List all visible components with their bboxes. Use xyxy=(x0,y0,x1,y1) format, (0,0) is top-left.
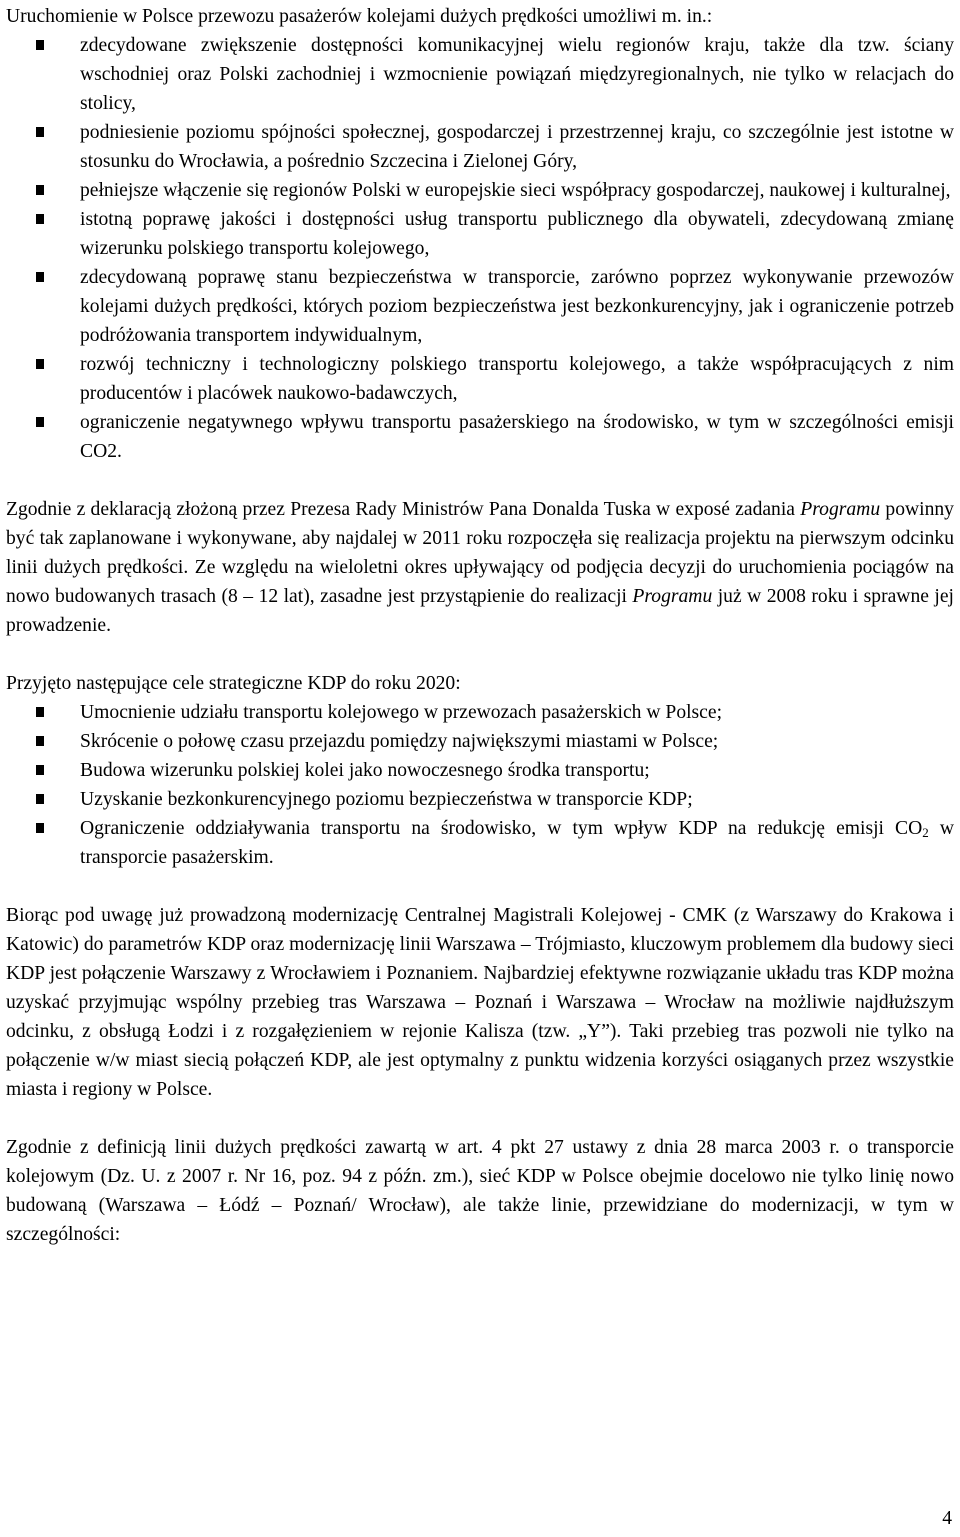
goals-list xyxy=(6,698,954,872)
square-bullet-icon xyxy=(36,823,44,833)
list-item: Uzyskanie bezkonkurencyjnego poziomu bezpieczeństwa w transporcie KDP; xyxy=(6,785,954,814)
exposé-paragraph: Zgodnie z deklaracją złożoną przez Prezesa Rady Ministrów Pana Donalda Tuska w exposé zadania Programu powinny być tak zaplanowane i wykonywane, aby najdalej w 2011 roku rozpoczęła się realizacja projektu na pierwszym odcinku linii dużych prędkości. Ze względu na wieloletni okres upływający od podjęcia decyzji do uruchomienia pociągów na nowo budowanych trasach (8 – 12 lat), zasadne jest przystąpienie do realizacji Programu już w 2008 roku i sprawne jej prowadzenie. xyxy=(6,499,954,636)
list-item: istotną poprawę jakości i dostępności usług transportu publicznego dla obywateli, zdecydowaną zmianę wizerunku polskiego transportu kolejowego, xyxy=(6,205,954,263)
list-item: zdecydowane zwiększenie dostępności komunikacyjnej wielu regionów kraju, także dla tzw. ściany wschodniej oraz Polski zachodniej i wzmocnienie powiązań międzyregionalnych, nie tylko w relacjach do stolicy, xyxy=(6,31,954,118)
square-bullet-icon xyxy=(36,417,44,427)
list-item: ograniczenie negatywnego wpływu transportu pasażerskiego na środowisko, w tym w szczególności emisji CO2. xyxy=(6,408,954,466)
square-bullet-icon xyxy=(36,185,44,195)
list-item: zdecydowaną poprawę stanu bezpieczeństwa w transporcie, zarówno poprzez wykonywanie przewozów kolejami dużych prędkości, których poziom bezpieczeństwa jest bezkonkurencyjny, jak i ograniczenie potrzeb podróżowania transportem indywidualnym, xyxy=(6,263,954,350)
intro-paragraph: Uruchomienie w Polsce przewozu pasażerów kolejami dużych prędkości umożliwi m. in.: xyxy=(6,6,713,27)
page-number: 4 xyxy=(942,1508,952,1529)
list-item: pełniejsze włączenie się regionów Polski w europejskie sieci współpracy gospodarczej, naukowej i kulturalnej, xyxy=(6,176,954,205)
square-bullet-icon xyxy=(36,214,44,224)
benefits-list xyxy=(6,31,954,466)
list-item: Budowa wizerunku polskiej kolei jako nowoczesnego środka transportu; xyxy=(6,756,954,785)
square-bullet-icon xyxy=(36,40,44,50)
square-bullet-icon xyxy=(36,765,44,775)
definition-paragraph: Zgodnie z definicją linii dużych prędkości zawartą w art. 4 pkt 27 ustawy z dnia 28 marca 2003 r. o transporcie kolejowym (Dz. U. z 2007 r. Nr 16, poz. 94 z późn. zm.), sieć KDP w Polsce obejmie docelowo nie tylko linię nowo budowaną (Warszawa – Łódź – Poznań/ Wrocław), ale także linie, przewidziane do modernizacji, w tym w szczególności: xyxy=(6,1137,954,1245)
list-item: Umocnienie udziału transportu kolejowego w przewozach pasażerskich w Polsce; xyxy=(6,698,954,727)
route-paragraph: Biorąc pod uwagę już prowadzoną modernizację Centralnej Magistrali Kolejowej - CMK (z Warszawy do Krakowa i Katowic) do parametrów KDP oraz modernizację linii Warszawa – Trójmiasto, kluczowym problemem dla budowy sieci KDP jest połączenie Warszawy z Wrocławiem i Poznaniem. Najbardziej efektywne rozwiązanie układu tras KDP można uzyskać przyjmując wspólny przebieg tras Warszawa – Poznań i Warszawa – Wrocław na możliwie najdłuższym odcinku, z obsługą Łodzi i z rozgałęzieniem w rejonie Kalisza (tzw. „Y”). Taki przebieg tras pozwoli nie tylko na połączenie w/w miast siecią połączeń KDP, ale jest optymalny z punktu widzenia korzyści osiąganych przez wszystkie miasta i regiony w Polsce. xyxy=(6,905,954,1100)
document-page xyxy=(6,2,954,1249)
square-bullet-icon xyxy=(36,359,44,369)
square-bullet-icon xyxy=(36,794,44,804)
list-item: podniesienie poziomu spójności społecznej, gospodarczej i przestrzennej kraju, co szczególnie jest istotne w stosunku do Wrocławia, a pośrednio Szczecina i Zielonej Góry, xyxy=(6,118,954,176)
square-bullet-icon xyxy=(36,127,44,137)
list-item: Ograniczenie oddziaływania transportu na środowisko, w tym wpływ KDP na redukcję emisji $CO_2$ w transporcie pasażerskim. xyxy=(6,814,954,872)
list-item: rozwój techniczny i technologiczny polskiego transportu kolejowego, a także współpracujących z nim producentów i placówek naukowo-badawczych, xyxy=(6,350,954,408)
square-bullet-icon xyxy=(36,272,44,282)
goals-intro: Przyjęto następujące cele strategiczne KDP do roku 2020: xyxy=(6,673,461,694)
list-item: Skrócenie o połowę czasu przejazdu pomiędzy największymi miastami w Polsce; xyxy=(6,727,954,756)
square-bullet-icon xyxy=(36,736,44,746)
square-bullet-icon xyxy=(36,707,44,717)
